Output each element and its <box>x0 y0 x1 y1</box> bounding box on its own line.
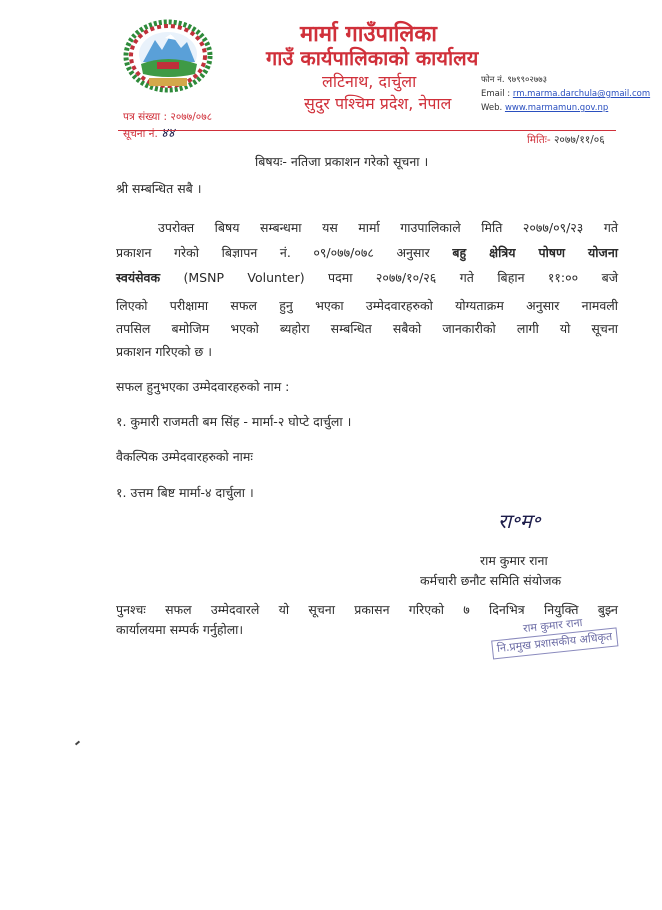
phone-line <box>481 74 547 85</box>
notice-label: सूचना नं. <box>123 128 158 140</box>
postscript-line-2: कार्यालयमा सम्पर्क गर्नुहोला। <box>116 622 244 637</box>
signatory-name: राम कुमार राना <box>480 553 548 568</box>
salutation: श्री सम्बन्धित सबै । <box>116 181 202 196</box>
body-line-6: प्रकाशन गरिएको छ । <box>116 344 212 359</box>
email-label: Email : <box>481 89 511 99</box>
letter-date <box>527 133 605 147</box>
body-line-4: लिएको परीक्षामा सफल हुनु भएका उम्मेदवारहरुको योग्यताक्रम अनुसार नामवली <box>116 298 618 313</box>
email-line <box>481 89 650 99</box>
body-line-2-text: प्रकाशन गरेको बिज्ञापन नं. ०९/०७७/०७८ अनुसार <box>116 245 430 260</box>
web-link[interactable]: www.marmamun.gov.np <box>504 103 609 113</box>
passed-heading: सफल हुनुभएका उम्मेदवारहरुको नाम : <box>116 379 290 394</box>
phone-number: ९७९९०२७७३ <box>507 75 548 85</box>
handwritten-signature: रा॰म॰ <box>498 509 541 533</box>
passed-candidate-1: १. कुमारी राजमती बम सिंह - मार्मा-२ घोप्टे दार्चुला । <box>116 414 352 429</box>
body-line-3 <box>116 269 618 286</box>
signatory-title: कर्मचारी छनौट समिति संयोजक <box>420 573 562 588</box>
body-line-5: तपसिल बमोजिम भएको ब्यहोरा सम्बन्धित सबैको जानकारीको लागी यो सूचना <box>116 321 618 336</box>
date-value: २०७७/११/०६ <box>553 134 605 146</box>
province-name: सुदुर पश्चिम प्रदेश, नेपाल <box>304 94 452 113</box>
scheme-name: बहु क्षेत्रिय पोषण योजना <box>452 245 618 260</box>
web-label: Web. <box>481 103 503 113</box>
letter-reference <box>123 110 212 124</box>
scheme-name-cont: स्वयंसेवक <box>116 270 161 285</box>
subject-line: बिषयः- नतिजा प्रकाशन गरेको सूचना । <box>255 154 429 169</box>
body-line-1: उपरोक्त बिषय सम्बन्धमा यस मार्मा गाउपालिकाले मिति २०७७/०९/२३ गते <box>158 220 618 235</box>
alternate-heading: वैकल्पिक उम्मेदवारहरुको नामः <box>116 449 253 464</box>
notice-number <box>123 123 175 141</box>
reference-label: पत्र संख्या : <box>123 111 168 123</box>
postscript-line-1: पुनश्चः सफल उम्मेदवारले यो सूचना प्रकासन गरिएको ७ दिनभित्र नियुक्ति बुझ्न <box>116 602 618 617</box>
stamp-title: नि.प्रमुख प्रशासकीय अधिकृत <box>491 627 618 659</box>
body-line-2 <box>116 244 618 261</box>
notice-value: ४४ <box>161 126 175 141</box>
phone-label: फोन नं. <box>481 75 505 85</box>
org-name: मार्मा गाउँपालिका <box>300 22 437 47</box>
web-line <box>481 103 608 113</box>
alternate-candidate-1: १. उत्तम बिष्ट मार्मा-४ दार्चुला । <box>116 485 254 500</box>
stamp-name: राम कुमार राना <box>522 615 584 636</box>
office-location: लटिनाथ, दार्चुला <box>322 72 417 91</box>
letterhead-divider <box>118 130 616 131</box>
date-label: मितिः- <box>527 134 551 146</box>
body-line-3-text: (MSNP Volunter) पदमा २०७७/१०/२६ गते बिहान ११:०० बजे <box>183 270 618 285</box>
pen-mark <box>75 741 80 746</box>
municipality-emblem <box>121 18 215 94</box>
reference-value: २०७७/०७८ <box>170 111 213 123</box>
email-link[interactable]: rm.marma.darchula@gmail.com <box>512 89 651 99</box>
office-name: गाउँ कार्यपालिकाको कार्यालय <box>266 46 479 70</box>
